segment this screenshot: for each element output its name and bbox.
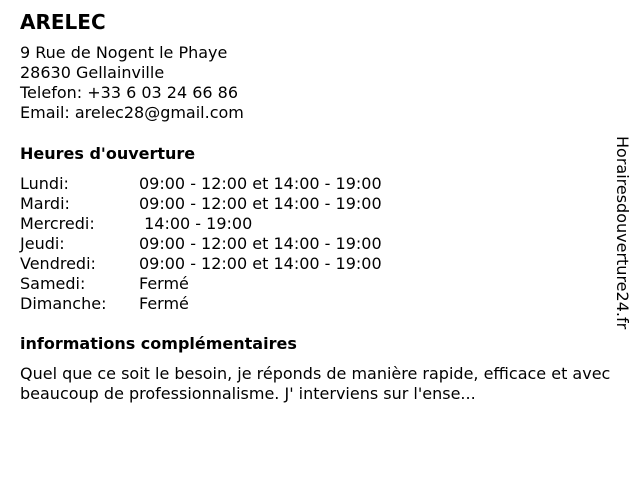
- time-value: 09:00 - 12:00 et 14:00 - 19:00: [139, 194, 382, 213]
- time-value: Fermé: [139, 274, 189, 293]
- additional-info-heading: informations complémentaires: [20, 334, 297, 353]
- day-label: Jeudi:: [20, 234, 65, 253]
- time-value: Fermé: [139, 294, 189, 313]
- hours-row-saturday: [20, 274, 382, 294]
- hours-row-friday: [20, 254, 382, 274]
- day-label: Lundi:: [20, 174, 69, 193]
- time-value: 09:00 - 12:00 et 14:00 - 19:00: [139, 234, 382, 253]
- time-value: 09:00 - 12:00 et 14:00 - 19:00: [139, 174, 382, 193]
- city-address: 28630 Gellainville: [20, 63, 165, 82]
- contact-block: [20, 43, 244, 123]
- day-label: Vendredi:: [20, 254, 96, 273]
- opening-hours-heading: Heures d'ouverture: [20, 144, 196, 163]
- hours-row-wednesday: [20, 214, 382, 234]
- day-label: Samedi:: [20, 274, 86, 293]
- email-address: Email: arelec28@gmail.com: [20, 103, 244, 122]
- hours-row-monday: [20, 174, 382, 194]
- site-watermark: Horairesdouverture24.fr: [613, 136, 632, 330]
- day-label: Mercredi:: [20, 214, 95, 233]
- hours-row-tuesday: [20, 194, 382, 214]
- hours-row-sunday: [20, 294, 382, 314]
- additional-info-text: Quel que ce soit le besoin, je réponds de manière rapide, efficace et avec beaucoup de professionnalisme. J' interviens sur l'ense...: [20, 364, 611, 403]
- street-address: 9 Rue de Nogent le Phaye: [20, 43, 228, 62]
- phone-number: Telefon: +33 6 03 24 66 86: [20, 83, 239, 102]
- hours-row-thursday: [20, 234, 382, 254]
- day-label: Dimanche:: [20, 294, 107, 313]
- day-label: Mardi:: [20, 194, 70, 213]
- opening-hours-table: [20, 174, 382, 314]
- business-name: ARELEC: [20, 10, 106, 34]
- time-value: 09:00 - 12:00 et 14:00 - 19:00: [139, 254, 382, 273]
- time-value: 14:00 - 19:00: [139, 214, 253, 233]
